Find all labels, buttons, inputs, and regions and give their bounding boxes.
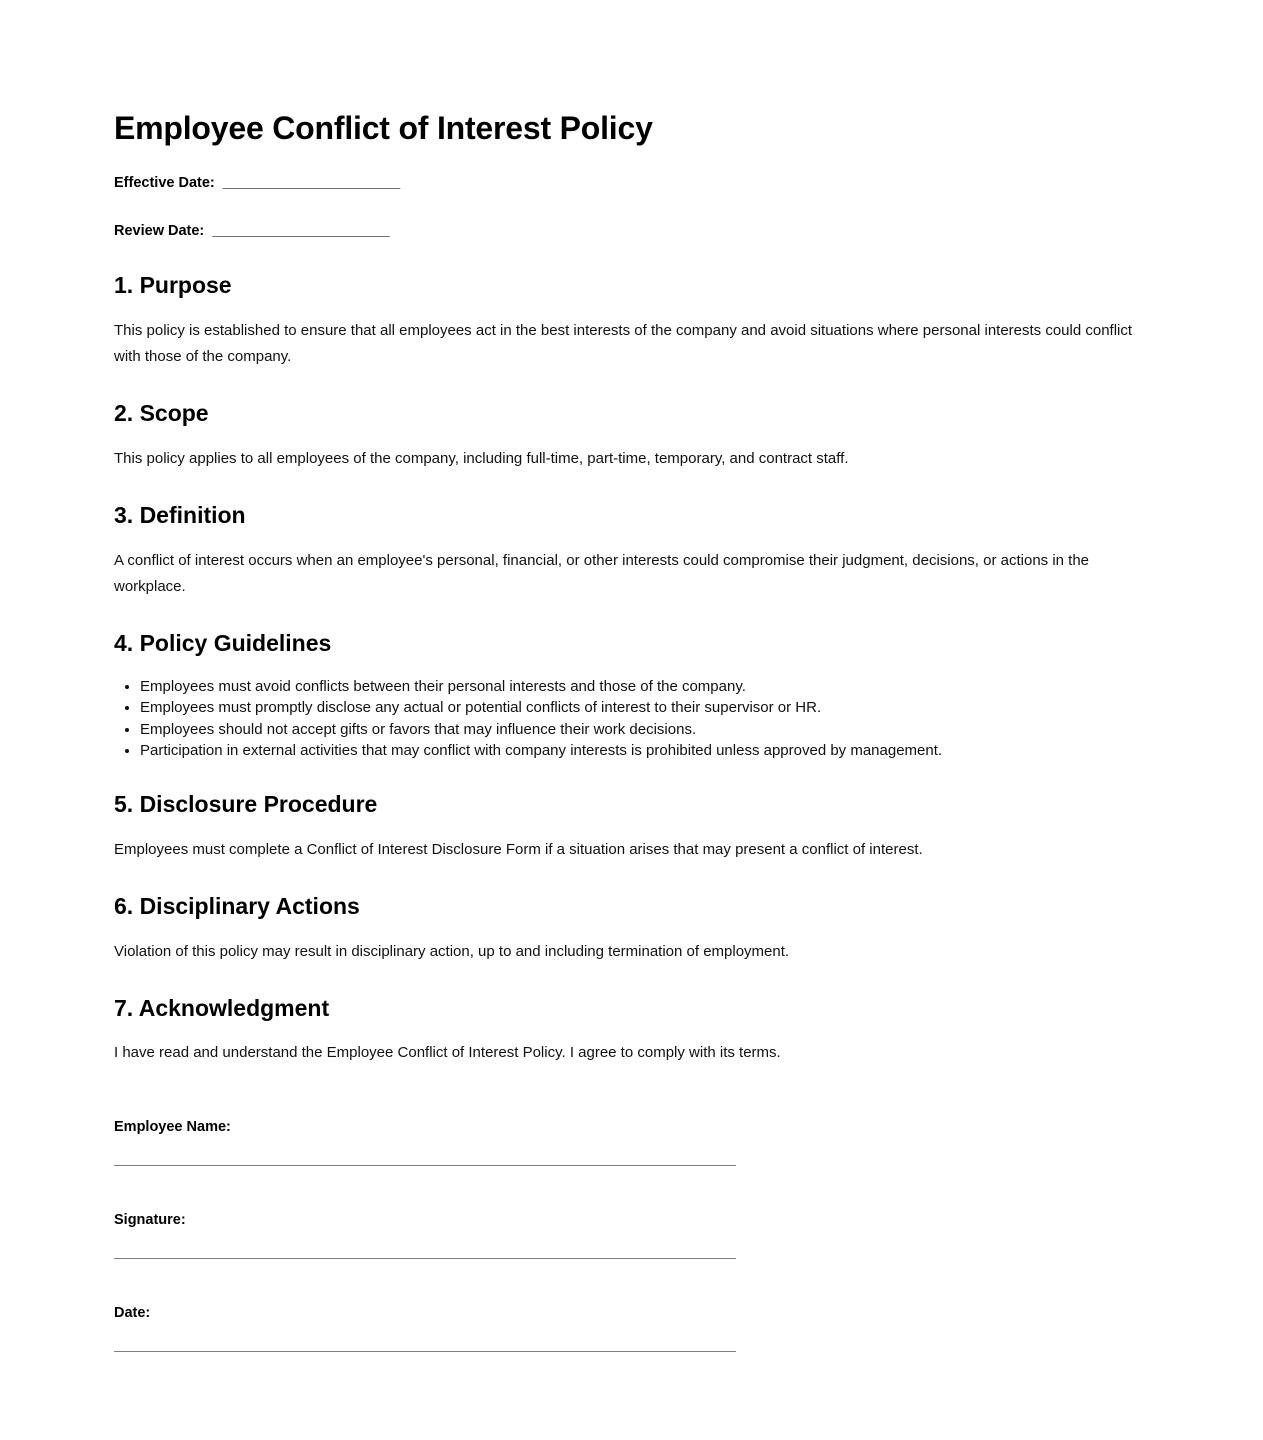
list-item: • Participation in external activities that may conflict with company interests is prohibited unless approved by management. [140,740,1149,761]
section-heading-disciplinary-actions: 6. Disciplinary Actions [114,892,360,919]
signature-block [114,1119,1149,1352]
review-date-label: Review Date: [114,222,205,239]
effective-date-field [114,173,1149,195]
signature-label: Signature: [114,1211,186,1228]
policy-guidelines-list [114,676,1149,761]
review-date-field [114,221,1149,243]
section-heading-purpose: 1. Purpose [114,272,232,299]
list-item: • Employees should not accept gifts or favors that may influence their work decisions. [140,719,1149,740]
page-title: Employee Conflict of Interest Policy [114,110,653,146]
section-body-acknowledgment: I have read and understand the Employee Conflict of Interest Policy. I agree to comply with its terms. [114,1044,781,1062]
effective-date-label: Effective Date: [114,174,215,191]
date-rule[interactable] [114,1351,736,1352]
employee-name-field [114,1119,1149,1166]
effective-date-blank[interactable]: ______________________ [214,174,401,191]
date-label: Date: [114,1304,151,1321]
section-heading-policy-guidelines: 4. Policy Guidelines [114,630,332,657]
section-heading-disclosure-procedure: 5. Disclosure Procedure [114,791,378,818]
list-item: • Employees must avoid conflicts between their personal interests and those of the company. [140,676,1149,697]
review-date-blank[interactable]: ______________________ [204,222,390,239]
signature-rule[interactable] [114,1258,736,1259]
signature-field [114,1212,1149,1259]
section-heading-scope: 2. Scope [114,400,209,427]
section-heading-acknowledgment: 7. Acknowledgment [114,994,330,1021]
section-body-disciplinary-actions: Violation of this policy may result in disciplinary action, up to and including termination of employment. [114,942,790,960]
section-body-definition: A conflict of interest occurs when an employee's personal, financial, or other interests could compromise their judgment, decisions, or actions in the workplace. [114,551,1090,596]
list-item: • Employees must promptly disclose any actual or potential conflicts of interest to their supervisor or HR. [140,697,1149,718]
employee-name-rule[interactable] [114,1165,736,1166]
section-body-scope: This policy applies to all employees of the company, including full-time, part-time, temporary, and contract staff. [114,449,849,467]
section-heading-definition: 3. Definition [114,502,246,529]
date-field [114,1305,1149,1352]
section-body-disclosure-procedure: Employees must complete a Conflict of Interest Disclosure Form if a situation arises that may present a conflict of interest. [114,840,923,858]
section-body-purpose: This policy is established to ensure that all employees act in the best interests of the company and avoid situations where personal interests could conflict with those of the company. [114,321,1133,366]
employee-name-label: Employee Name: [114,1118,231,1135]
